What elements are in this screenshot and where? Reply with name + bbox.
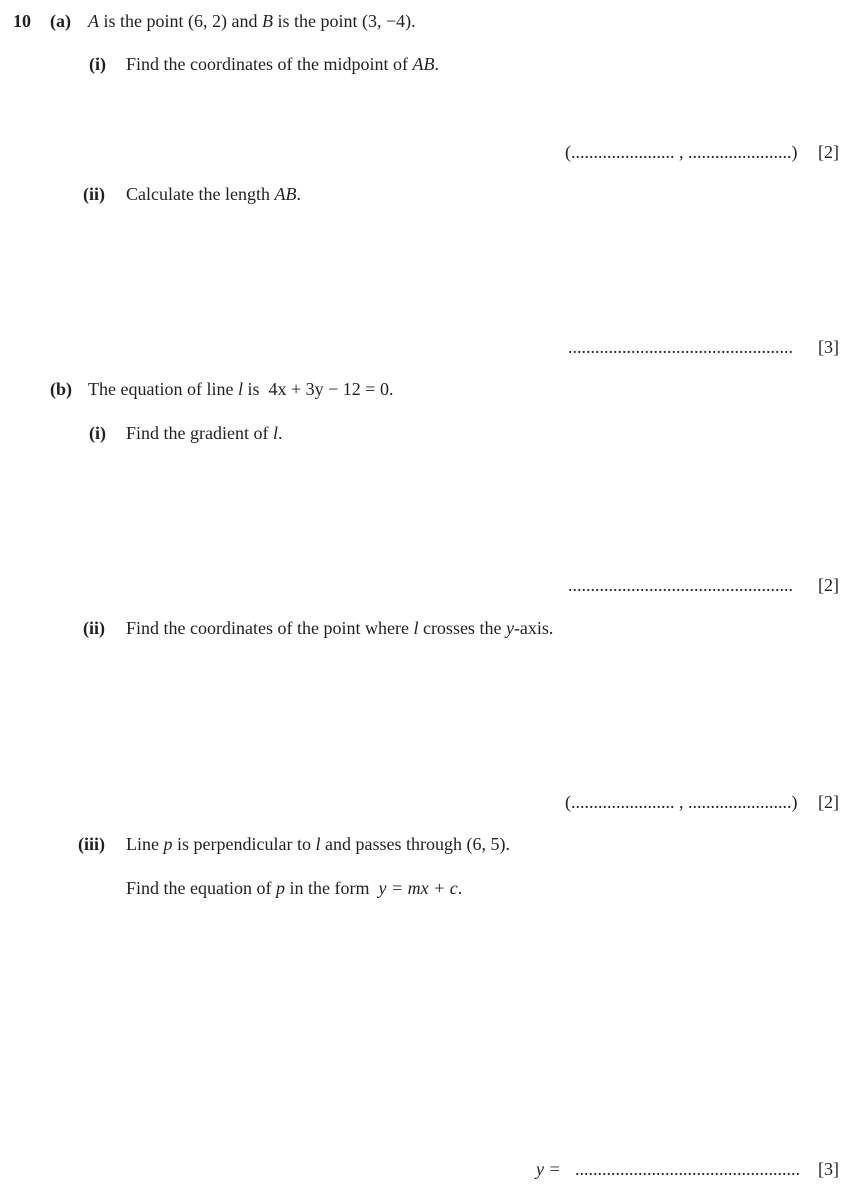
answer-close-paren: ) xyxy=(791,142,798,162)
point-b-var: B xyxy=(261,11,273,31)
part-b-ii-question-pre: Find the coordinates of the point where xyxy=(126,618,409,638)
point-a-var: A xyxy=(88,11,99,31)
marks-b-i: [2] xyxy=(818,575,839,595)
part-b-stem xyxy=(88,380,393,398)
part-b-iii-find xyxy=(126,879,462,897)
part-b-i-text xyxy=(126,424,283,442)
answer-line-a-i[interactable] xyxy=(565,143,798,161)
part-b-i-question: Find the gradient of xyxy=(126,423,269,443)
marks-a-i: [2] xyxy=(818,142,839,162)
part-b-ii-question-post: -axis. xyxy=(513,618,554,638)
answer-separator: , xyxy=(679,142,684,162)
part-b-ii-axis-var: y xyxy=(505,618,514,638)
part-a-ii-var: AB xyxy=(274,184,297,204)
part-a-stem xyxy=(88,12,416,30)
answer-dots-y: ....................... xyxy=(688,792,792,812)
marks-b-ii: [2] xyxy=(818,792,839,812)
part-a-i-question: Find the coordinates of the midpoint of xyxy=(126,54,408,74)
part-b-ii-question-mid: crosses the xyxy=(422,618,502,638)
line-p-var: p xyxy=(163,834,173,854)
part-b-iii-find-form: in the form xyxy=(289,878,370,898)
part-a-stem-pre: is the point (6, 2) and xyxy=(103,11,258,31)
part-a-ii-text xyxy=(126,185,301,203)
answer-close-paren: ) xyxy=(791,792,798,812)
answer-separator: , xyxy=(679,792,684,812)
part-b-stem-text: The equation of line xyxy=(88,379,234,399)
part-b-iii-line-text-3: and passes through (6, 5). xyxy=(324,834,510,854)
part-b-iii-line-text-2: is perpendicular to xyxy=(177,834,311,854)
marks-b-iii: [3] xyxy=(818,1159,839,1179)
answer-open-paren: ( xyxy=(565,792,571,812)
part-b-i-end: . xyxy=(278,423,283,443)
answer-dots-x: ....................... xyxy=(571,792,675,812)
part-a-ii-label: (ii) xyxy=(83,184,105,204)
line-l-var: l xyxy=(315,834,321,854)
form-end: . xyxy=(457,878,463,898)
part-a-i-label: (i) xyxy=(89,54,106,74)
part-a-stem-post: is the point (3, −4). xyxy=(277,11,416,31)
answer-open-paren: ( xyxy=(565,142,571,162)
part-b-i-var: l xyxy=(272,423,278,443)
answer-line-a-ii[interactable]: .................................................. xyxy=(568,337,793,357)
answer-line-b-ii[interactable] xyxy=(565,793,798,811)
part-b-ii-var: l xyxy=(413,618,419,638)
find-p-var: p xyxy=(275,878,285,898)
line-equation: 4x + 3y − 12 = 0. xyxy=(268,379,394,399)
part-a-i-text xyxy=(126,55,439,73)
part-b-iii-label: (iii) xyxy=(78,834,105,854)
answer-dots-y: ....................... xyxy=(688,142,792,162)
part-a-i-end: . xyxy=(434,54,439,74)
part-b-iii-text xyxy=(126,835,510,853)
part-b-label: (b) xyxy=(50,379,72,399)
answer-line-b-iii[interactable]: .................................................. xyxy=(575,1159,800,1179)
part-b-stem-is: is xyxy=(247,379,260,399)
answer-prefix-y: y = xyxy=(536,1159,561,1179)
question-number: 10 xyxy=(13,11,31,31)
part-a-i-var: AB xyxy=(412,54,435,74)
part-a-ii-question: Calculate the length xyxy=(126,184,270,204)
answer-line-b-i[interactable]: .................................................. xyxy=(568,575,793,595)
part-b-ii-label: (ii) xyxy=(83,618,105,638)
part-a-label: (a) xyxy=(50,11,71,31)
part-b-ii-text xyxy=(126,619,553,637)
part-a-ii-end: . xyxy=(296,184,301,204)
part-b-iii-line-text-1: Line xyxy=(126,834,159,854)
line-l-var: l xyxy=(237,379,243,399)
answer-dots-x: ....................... xyxy=(571,142,675,162)
part-b-i-label: (i) xyxy=(89,423,106,443)
part-b-iii-find-text: Find the equation of xyxy=(126,878,272,898)
marks-a-ii: [3] xyxy=(818,337,839,357)
form-equation: y = mx + c xyxy=(378,878,458,898)
